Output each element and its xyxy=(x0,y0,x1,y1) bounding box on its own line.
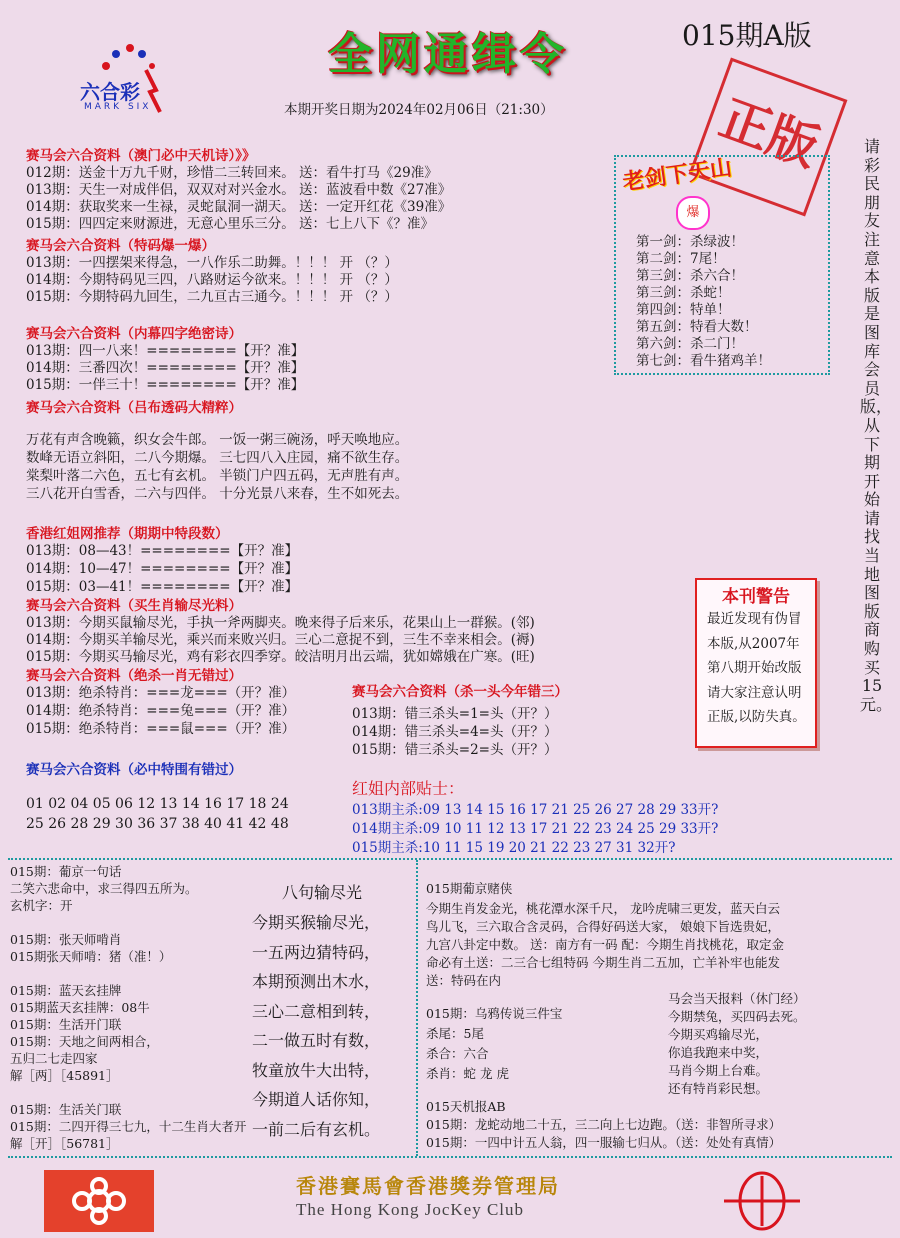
divider-dotted-bottom xyxy=(8,1156,892,1158)
list-item: 015期：张天师啃肖 xyxy=(10,932,122,947)
list-item: 玄机字：开 xyxy=(10,898,73,913)
list-item: 棠梨叶落二六色，五七有玄机。 半锁门户四五码，无声胜有声。 xyxy=(26,468,409,484)
list-item: 二笑六悲命中，求三得四五所为。 xyxy=(10,881,198,896)
warning-title: 本刊警告 xyxy=(722,587,790,607)
list-item: 015期：一伴三十！========【开？准】 xyxy=(26,377,305,393)
list-item: 013期：天生一对成伴侣，双双对对兴金水。 送：蓝波看中数《27准》 xyxy=(26,182,452,198)
vertical-notice: 请彩民朋友注意本版是图库会员版，从下期开始请找当地图版商购买15元。 xyxy=(860,137,893,714)
list-item: 014期：错三杀头=4=头（开？） xyxy=(352,724,558,740)
section-tianji-poem xyxy=(26,148,451,233)
section-hongjie xyxy=(26,526,298,597)
warning-line: 最近发现有伪冒 xyxy=(707,611,802,627)
list-item: 牧童放牛大出特， xyxy=(252,1060,381,1080)
list-item: 一五两边猜特码， xyxy=(252,942,381,962)
list-item: 二一做五时有数， xyxy=(252,1031,381,1050)
list-item: 数峰无语立斜阳，二八今期爆。 三七四八入庄园，痛不欲生存。 xyxy=(26,450,409,466)
list-item: 015期：葡京一句话 xyxy=(10,864,122,879)
bottom-left-block xyxy=(10,864,246,1153)
divider-dotted-horizontal xyxy=(8,858,892,860)
section-number-pool xyxy=(26,762,289,836)
list-item: 015期：天地之间两相合， xyxy=(10,1034,159,1049)
list-item xyxy=(10,1085,246,1102)
list-item: 013期：08—43！========【开？准】 xyxy=(26,543,299,559)
warning-line: 请大家注意认明 xyxy=(707,684,802,701)
list-item: 命必有土送：二三合七组特码 今期生肖二五加，亡羊补牢也能发 xyxy=(426,955,780,970)
list-item xyxy=(10,966,246,983)
section-heading: 香港红姐网推荐（期期中特段数） xyxy=(26,526,229,542)
genuine-stamp: 正版 xyxy=(689,58,848,217)
list-item: 015期：绝杀特肖：===鼠===（开？准） xyxy=(26,721,296,737)
list-item xyxy=(10,915,246,932)
list-item: 015期：二四开得三七九，十二生肖大者开 xyxy=(10,1119,247,1134)
warning-line: 第八期开始改版 xyxy=(707,660,802,676)
list-item: 013期：四一八来！========【开？准】 xyxy=(26,343,305,359)
hkjc-logo-icon xyxy=(44,1170,154,1232)
list-item: 今期生肖发金光，桃花潭水深千尺， 龙吟虎啸三更发，蓝天白云 xyxy=(426,901,780,916)
list-item: 第六剑：杀二门！ xyxy=(636,336,744,352)
gamble-block xyxy=(426,880,784,990)
list-item: 014期：今期买羊输尽光，乘兴而来败兴归。三心二意捉不到，三生不幸来相会。(褥) xyxy=(26,632,535,648)
list-item: 第一剑：杀绿波！ xyxy=(636,234,744,250)
logo-text: 六合彩 xyxy=(80,80,140,104)
poem-block xyxy=(252,878,380,1144)
section-heading: 红姐内部贴士： xyxy=(352,779,465,798)
section-heading: 赛马会六合资料（吕布透码大精粹） xyxy=(26,400,242,416)
tianji-block xyxy=(426,1098,781,1152)
horse-block xyxy=(668,990,806,1098)
list-item: 杀合：六合 xyxy=(426,1046,489,1061)
list-item: 本期预测出木水， xyxy=(252,972,381,991)
list-item: 015期：乌鸦传说三件宝 xyxy=(426,1006,563,1021)
list-item: 015期：一四中计五人翁，四一服输七归从。（送：处处有真情） xyxy=(426,1135,782,1150)
section-heading: 赛马会六合资料（内幕四字绝密诗） xyxy=(26,326,242,342)
list-item: 还有特肖彩民想。 xyxy=(668,1081,769,1096)
list-item: 五归二七走四家 xyxy=(10,1051,98,1066)
list-item: 送：特码在内 xyxy=(426,973,502,988)
lottery-seal-icon xyxy=(722,1168,802,1234)
section-zodiac-lose xyxy=(26,598,535,666)
list-item: 杀肖：蛇 龙 虎 xyxy=(426,1066,509,1081)
list-item: 015期：今期买马输尽光，鸡有彩衣四季穿。皎洁明月出云端，犹如嫦娥在广寒。(旺) xyxy=(26,649,535,665)
list-item: 012期：送金十万九千财，珍惜二三转回来。 送：看牛打马《29准》 xyxy=(26,165,438,181)
crow-block xyxy=(426,1004,562,1084)
list-item: 013期：今期买鼠输尽光，手执一斧两脚夹。晚来得子后来乐，花果山上一群猴。(邻) xyxy=(26,615,535,631)
list-item: 015期：03—41！========【开？准】 xyxy=(26,579,299,595)
list-item: 今期道人话你知， xyxy=(252,1090,381,1109)
list-item: 马会当天报料（休门经） xyxy=(668,991,806,1006)
list-item: 今期买猴输尽光， xyxy=(252,913,381,932)
sword-title: 老剑下天山 xyxy=(621,155,734,196)
list-item: 015期：龙蛇动地二十五，三二向上七边跑。（送：非智所寻求） xyxy=(426,1117,782,1132)
footer xyxy=(0,1160,900,1236)
list-item: 014期主杀:09 10 11 12 13 17 21 22 23 24 25 29 33开? xyxy=(352,821,719,837)
list-item: 万花有声含晚籁，织女会牛郎。 一饭一粥三碗汤，呼天唤地应。 xyxy=(26,432,409,448)
section-lubu xyxy=(26,400,408,504)
list-item: 第四剑：特单！ xyxy=(636,302,731,318)
sword-badge xyxy=(676,196,710,230)
list-item: 014期：绝杀特肖：===兔===（开？准） xyxy=(26,703,296,719)
section-special-burst xyxy=(26,238,398,306)
list-item: 今期买鸡输尽光， xyxy=(668,1027,769,1042)
list-item: 第三剑：杀六合！ xyxy=(636,268,744,284)
list-item: 九宫八卦定中数。 送：南方有一码 配：今期生肖找桃花，取定金 xyxy=(426,937,784,952)
list-item: 015期：今期特码九回生，二九亘古三通今。！！！ 开 （？） xyxy=(26,289,398,305)
section-hongjie-tips xyxy=(352,780,718,859)
list-item: 015期：四四定来财源进，无意心里乐三分。 送：七上八下《？准》 xyxy=(26,216,435,232)
section-kill-zodiac xyxy=(26,668,295,739)
list-item: 015期蓝天玄挂牌：08牛 xyxy=(10,1000,150,1015)
list-item: 第二剑：7尾！ xyxy=(636,251,726,267)
poem-title: 八句输尽光 xyxy=(282,883,363,902)
list-item: 杀尾：5尾 xyxy=(426,1026,484,1041)
list-item: 鸟儿飞，三六取合含灵码，合得好码送大家， 娘娘下旨选贵妃， xyxy=(426,919,780,934)
list-item: 013期主杀:09 13 14 15 16 17 21 25 26 27 28 29 33开? xyxy=(352,802,719,818)
list-item: 014期：今期特码见三四，八路财运今欲来。！！！ 开 （？） xyxy=(26,272,398,288)
list-item: 三八花开白雪香，二六与四伴。 十分光景八来春，生不如死去。 xyxy=(26,486,409,502)
warning-box xyxy=(695,578,817,748)
list-item: 013期：一四摆架来得急，一八作乐二助舞。！！！ 开 （？） xyxy=(26,255,398,271)
list-item: 015期：蓝天玄挂牌 xyxy=(10,983,122,998)
list-item: 013期：错三杀头=1=头（开？） xyxy=(352,706,558,722)
list-item: 今期禁兔，买四码去死。 xyxy=(668,1009,806,1024)
list-item: 马肖今期上台难。 xyxy=(668,1063,769,1078)
org-name-en: The Hong Kong JocKey Club xyxy=(296,1200,525,1219)
list-item: 解［两］［45891］ xyxy=(10,1068,119,1083)
draw-date: 本期开奖日期为2024年02月06日（21:30） xyxy=(284,102,554,118)
issue-label: 015期A版 xyxy=(682,19,812,52)
list-item: 015天机报AB xyxy=(426,1099,506,1114)
list-item: 解［开］［56781］ xyxy=(10,1136,119,1151)
list-item: 015期张天师啃：猪（准！） xyxy=(10,949,172,964)
list-item: 第三剑：杀蛇！ xyxy=(636,285,731,301)
list-item: 一前二后有玄机。 xyxy=(252,1119,381,1139)
section-heading: 赛马会六合资料（杀一头今年错三） xyxy=(352,684,568,700)
list-item: 你追我跑来中奖， xyxy=(668,1045,769,1060)
section-heading: 赛马会六合资料（绝杀一肖无错过） xyxy=(26,668,242,684)
section-heading: 赛马会六合资料（买生肖输尽光料） xyxy=(26,598,242,614)
section-heading: 015期葡京赌侠 xyxy=(426,881,513,896)
list-item: 015期：生活开门联 xyxy=(10,1017,122,1032)
knot-icon xyxy=(44,1170,154,1232)
org-name-cn: 香港賽馬會香港獎券管理局 xyxy=(296,1174,560,1198)
list-item: 014期：10—47！========【开？准】 xyxy=(26,561,299,577)
sword-badge-text: 爆 xyxy=(686,205,700,220)
logo-subtext: MARK SIX xyxy=(84,102,152,112)
section-four-char xyxy=(26,326,304,394)
divider-dotted-vertical xyxy=(416,860,418,1156)
list-item: 014期：三番四次！========【开？准】 xyxy=(26,360,305,376)
list-item: 013期：绝杀特肖：===龙===（开？准） xyxy=(26,685,296,701)
sword-list xyxy=(636,234,771,370)
warning-line: 正版,以防失真。 xyxy=(707,709,806,725)
list-item: 015期主杀:10 11 15 19 20 21 22 23 27 31 32开? xyxy=(352,840,676,856)
section-heading: 赛马会六合资料（特码爆一爆） xyxy=(26,238,215,254)
list-item: 014期：获取奖来一生禄，灵蛇鼠洞一湖天。 送：一定开红花《39准》 xyxy=(26,199,452,215)
list-item: 015期：生活关门联 xyxy=(10,1102,122,1117)
section-kill-head xyxy=(352,684,568,760)
list-item: 01 02 04 05 06 12 13 14 16 17 18 24 xyxy=(26,796,289,812)
list-item: 三心二意相到转， xyxy=(252,1001,381,1021)
section-heading: 赛马会六合资料（澳门必中天机诗）》》 xyxy=(26,148,256,164)
warning-line: 本版,从2007年 xyxy=(707,635,800,652)
list-item: 第七剑：看牛猪鸡羊！ xyxy=(636,353,771,369)
page-title: 全网通缉令 xyxy=(328,29,568,80)
mark-six-logo xyxy=(76,40,196,120)
list-item: 015期：错三杀头=2=头（开？） xyxy=(352,742,558,758)
list-item: 第五剑：特看大数！ xyxy=(636,319,758,335)
section-heading: 赛马会六合资料（必中特围有错过） xyxy=(26,762,242,778)
list-item: 25 26 28 29 30 36 37 38 40 41 42 48 xyxy=(26,816,289,832)
